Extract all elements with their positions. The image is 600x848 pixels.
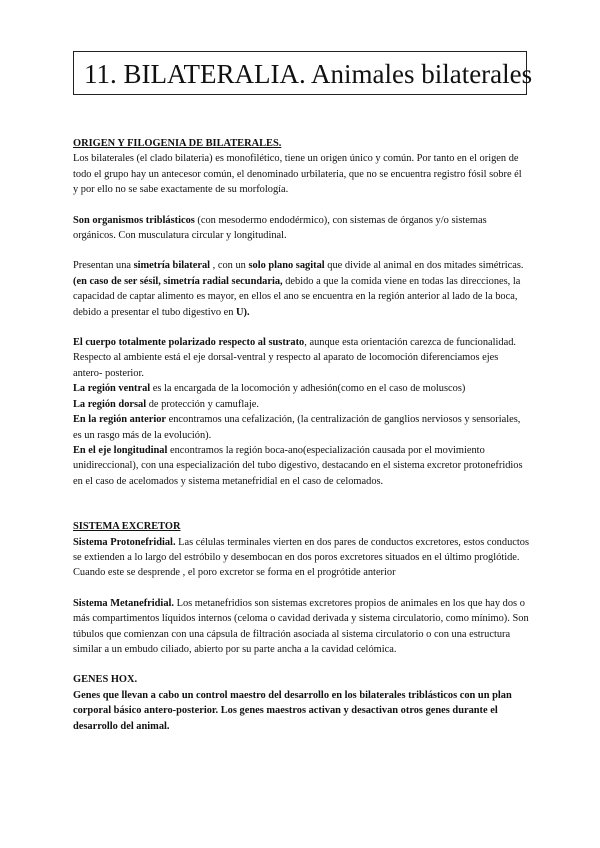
bold-triblasticos: Son organismos triblásticos: [73, 214, 195, 226]
bold-plano-sagital: solo plano sagital: [248, 260, 325, 272]
bold-protonefridial: Sistema Protonefridial.: [73, 536, 176, 548]
text-region-dorsal: de protección y camuflaje.: [146, 398, 259, 410]
bold-sesil: (en caso de ser sésil, simetría radial secundaria,: [73, 275, 283, 287]
page-title: 11. BILATERALIA. Animales bilaterales: [84, 59, 533, 89]
text-region-anterior: encontramos una cefalización, (la centralización de ganglios nerviosos y sensoriales, es un rasgo más de la evolución).: [73, 414, 521, 441]
paragraph-simetria: [73, 258, 529, 320]
text-triblasticos: (con mesodermo endodérmico), con sistemas de órganos y/o sistemas orgánicos. Con musculatura circular y longitudinal.: [73, 214, 487, 242]
paragraph-genes-hox: Genes que llevan a cabo un control maestro del desarrollo en los bilaterales triblásticos con un plan corporal básico antero-posterior. Los genes maestros activan y desactivan otros genes durante el desarrollo del animal.: [73, 689, 512, 732]
bold-metanefridial: Sistema Metanefridial.: [73, 597, 174, 609]
bold-eje-longitudinal: En el eje longitudinal: [73, 444, 168, 456]
text-simetria-a: Presentan una: [73, 260, 134, 272]
text-protonefridial: Las células terminales vierten en dos pares de conductos excretores, estos conductos se extienden a lo largo del estróbilo y desembocan en dos poros excretores situados en el último proglótide. Cuando este se desprende , el poro excretor se forma en el progrótide anterior: [73, 536, 529, 579]
paragraph-metanefridial: [73, 596, 529, 658]
paragraph-region-anterior: [73, 412, 529, 443]
section-heading-genes-hox: GENES HOX.: [73, 674, 138, 686]
bold-simetria-bilateral: simetría bilateral: [133, 260, 211, 272]
text-simetria-e: que divide al animal en dos mitades simétricas.: [324, 260, 524, 272]
bold-polarizado: El cuerpo totalmente polarizado respecto al sustrato: [73, 337, 305, 349]
paragraph-triblasticos: [73, 213, 529, 244]
bold-region-dorsal: La región dorsal: [73, 398, 147, 410]
bold-u: U).: [236, 306, 250, 318]
paragraph-region-dorsal: [73, 397, 529, 412]
text-simetria-c: , con un: [210, 260, 249, 272]
text-eje-longitudinal: encontramos la región boca-ano(especialización causada por el movimiento unidireccional), con una especialización del tubo digestivo, destacando en el sistema excretor protonefridios en el caso de acelomados y sistema metanefridial en el caso de celomados.: [73, 444, 523, 487]
text-simetria-g: debido a que la comida viene en todas las direcciones, la capacidad de captar alimento es mayor, en ellos el ano se encuentra en la región anterior al lado de la boca, debido a presentar el tubo digestivo en: [73, 275, 521, 318]
document-body: [73, 136, 529, 734]
paragraph-polarizado: [73, 335, 529, 381]
paragraph-origen: Los bilaterales (el clado bilateria) es monofilético, tiene un origen único y común. Por tanto en el origen de todo el grupo hay un antecesor común, el denominado urbilateria, que no se encuentra registro fósil sobre él y por ello no se sabe exactamente de su morfología.: [73, 153, 522, 196]
text-region-ventral: es la encargada de la locomoción y adhesión(como en el caso de moluscos): [150, 383, 466, 395]
text-polarizado: , aunque esta orientación carezca de funcionalidad. Respecto al ambiente está el eje dorsal-ventral y respecto al aparato de locomoción diferenciamos ejes antero- posterior.: [73, 337, 517, 379]
paragraph-eje-longitudinal: [73, 443, 529, 489]
title-box: [73, 51, 533, 95]
bold-region-ventral: La región ventral: [73, 383, 151, 395]
text-metanefridial: Los metanefridios son sistemas excretores propios de animales en los que hay dos o más compartimentos líquidos internos (celoma o cavidad derivada y sistema circulatorio, como mínimo). Son túbulos que comienzan con una cápsula de filtración asociada al sistema circulatorio o con una estructura similar a un embudo ciliado, abierto por su parte ancha a la cavidad celómica.: [73, 597, 529, 655]
paragraph-protonefridial: [73, 535, 529, 581]
paragraph-region-ventral: [73, 381, 529, 396]
bold-region-anterior: En la región anterior: [73, 414, 167, 426]
section-heading-excretor: SISTEMA EXCRETOR: [73, 521, 181, 533]
section-heading-origen: ORIGEN Y FILOGENIA DE BILATERALES.: [73, 138, 282, 149]
